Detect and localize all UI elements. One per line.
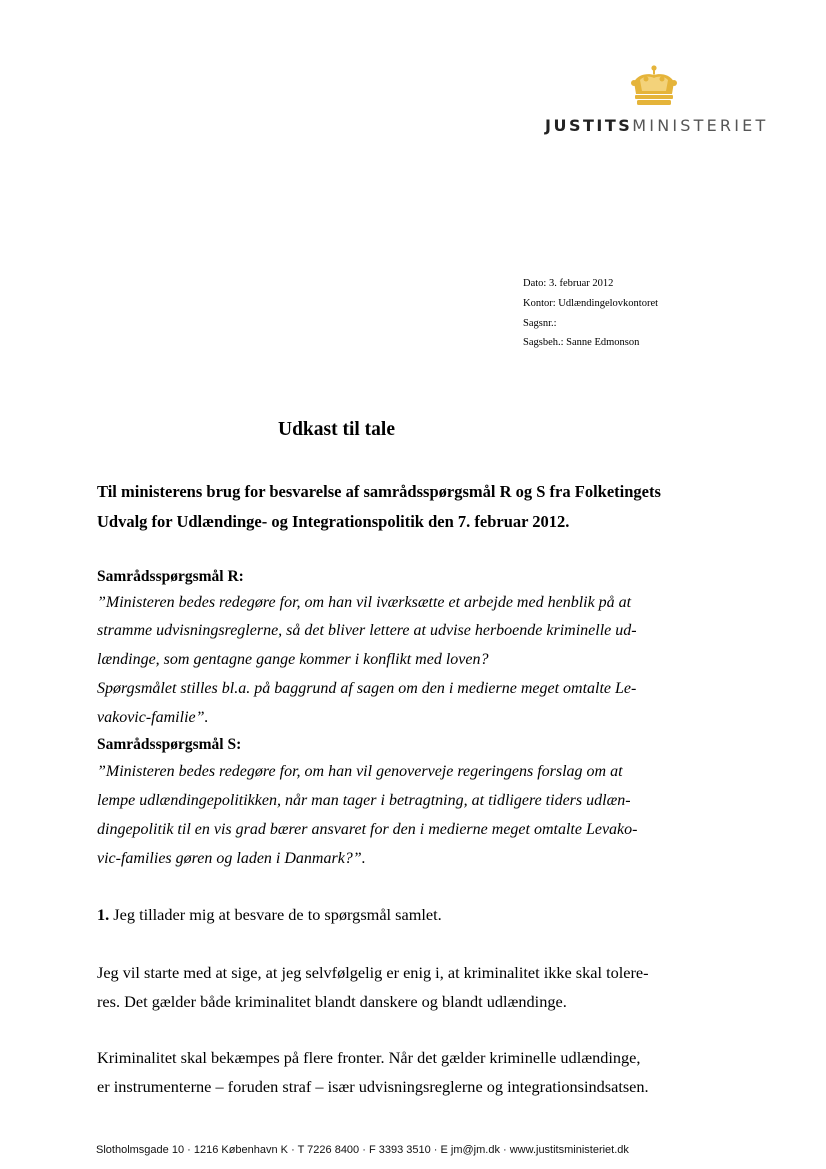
- question-r-label: Samrådsspørgsmål R:: [97, 568, 244, 585]
- intro-line: Udvalg for Udlændinge- og Integrationspolitik den 7. februar 2012.: [97, 512, 570, 531]
- question-r-line: ”Ministeren bedes redegøre for, om han vil iværksætte et arbejde med henblik på at: [97, 594, 632, 611]
- speech-paragraph-3-line: er instrumenterne – foruden straf – især udvisningsreglerne og integrationsindsatsen.: [97, 1077, 649, 1096]
- meta-case-officer: Sagsbeh.: Sanne Edmonson: [523, 337, 640, 348]
- question-r-line: vakovic-familie”.: [97, 709, 209, 726]
- logo-bold: JUSTITS: [545, 116, 633, 135]
- meta-office: Kontor: Udlændingelovkontoret: [523, 298, 659, 309]
- question-s-line: ”Ministeren bedes redegøre for, om han vil genoverveje regeringens forslag om at: [97, 763, 623, 780]
- document-title: Udkast til tale: [278, 419, 395, 440]
- question-s-line: dingepolitik til en vis grad bærer ansvaret for den i medierne meget omtalte Levako-: [97, 821, 638, 838]
- ministry-logo-text: [545, 116, 770, 135]
- question-r-line: lændinge, som gentagne gange kommer i konflikt med loven?: [97, 651, 489, 668]
- paragraph-text: Jeg tillader mig at besvare de to spørgsmål samlet.: [113, 905, 442, 924]
- question-r-line: stramme udvisningsreglerne, så det bliver lettere at udvise herboende kriminelle ud-: [97, 622, 637, 639]
- footer-address: Slotholmsgade 10 · 1216 København K · T 7226 8400 · F 3393 3510 · E jm@jm.dk · www.justitsministeriet.dk: [96, 1144, 629, 1156]
- speech-paragraph-1: [97, 905, 442, 924]
- question-s-label: Samrådsspørgsmål S:: [97, 736, 242, 753]
- logo-light: MINISTERIET: [632, 116, 769, 135]
- paragraph-number: 1.: [97, 905, 110, 924]
- speech-paragraph-2-line: res. Det gælder både kriminalitet blandt danskere og blandt udlændinge.: [97, 992, 567, 1011]
- question-s-line: vic-families gøren og laden i Danmark?”.: [97, 850, 366, 867]
- question-r-line: Spørgsmålet stilles bl.a. på baggrund af sagen om den i medierne meget omtalte Le-: [97, 680, 637, 697]
- question-s-line: lempe udlændingepolitikken, når man tager i betragtning, at tidligere tiders udlæn-: [97, 792, 631, 809]
- speech-paragraph-2-line: Jeg vil starte med at sige, at jeg selvfølgelig er enig i, at kriminalitet ikke skal tolere-: [97, 963, 649, 982]
- meta-case-number: Sagsnr.:: [523, 318, 557, 329]
- meta-date: Dato: 3. februar 2012: [523, 278, 614, 289]
- speech-paragraph-3-line: Kriminalitet skal bekæmpes på flere fronter. Når det gælder kriminelle udlændinge,: [97, 1048, 641, 1067]
- intro-line: Til ministerens brug for besvarelse af samrådsspørgsmål R og S fra Folketingets: [97, 482, 661, 501]
- crown-logo-icon: [628, 64, 680, 108]
